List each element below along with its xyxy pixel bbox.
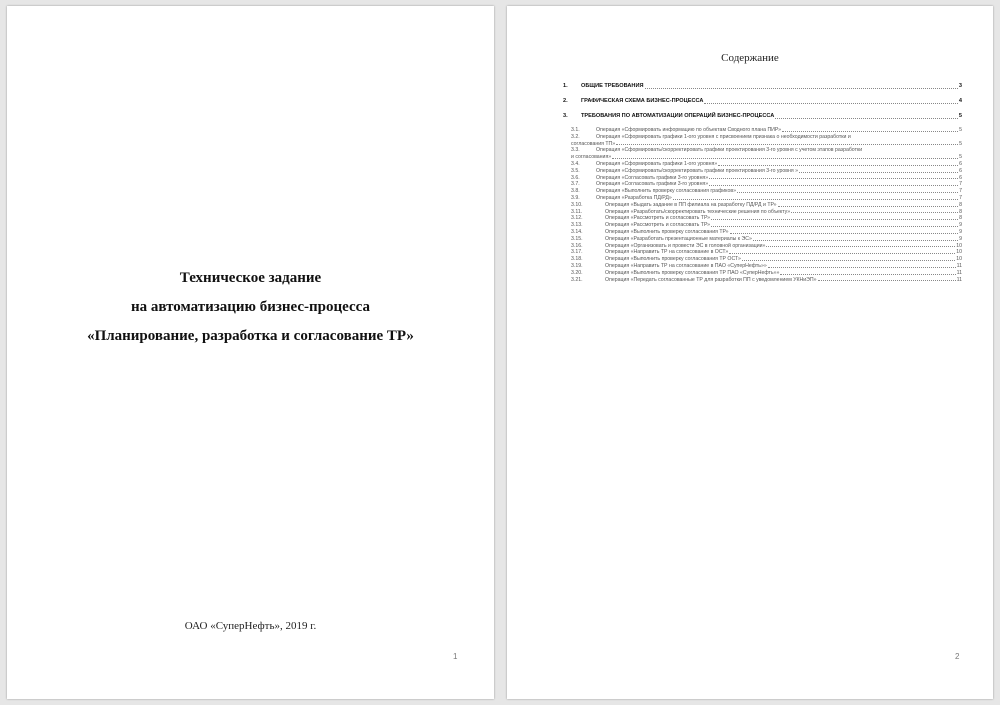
title-line-2: на автоматизацию бизнес-процесса bbox=[130, 299, 371, 315]
toc-entry-title: ГРАФИЧЕСКАЯ СХЕМА БИЗНЕС-ПРОЦЕССА bbox=[581, 98, 704, 104]
toc-subentry-title: Операция «Сформировать графики 1-ого уровня с присвоением признака о необходимости разработки и bbox=[596, 133, 851, 140]
toc-leader-dots bbox=[753, 239, 958, 241]
toc-subentry-title: Операция «Рассмотреть и согласовать ТР» bbox=[605, 222, 711, 229]
toc-entry-page: 4 bbox=[958, 98, 962, 104]
page-number: 1 bbox=[453, 652, 458, 661]
toc-subentry-page: 11 bbox=[956, 262, 962, 269]
toc-subentry-title: Операция «Рассмотреть и согласовать ТР» bbox=[605, 215, 711, 222]
toc-subentry-page: 9 bbox=[959, 228, 962, 235]
toc-subentry-page: 6 bbox=[959, 167, 962, 174]
toc-subentry-number: 3.3. bbox=[571, 147, 580, 154]
toc-subentry-3.20[interactable] bbox=[563, 270, 962, 277]
toc-subentry-title: Операция «Организовать и провести ЭС в головной организации» bbox=[605, 242, 766, 249]
toc-leader-dots bbox=[742, 259, 955, 261]
toc-subentry-3.21[interactable] bbox=[563, 277, 962, 284]
toc-subentry-continuation bbox=[571, 154, 962, 161]
toc-leader-dots bbox=[612, 157, 958, 159]
toc-subentry-page: 8 bbox=[959, 215, 962, 222]
toc-subentry-title: Операция «Разработка ПД/РД» bbox=[596, 194, 672, 201]
toc-subentry-3.6[interactable] bbox=[563, 175, 962, 182]
toc-subentry-3.10[interactable] bbox=[563, 202, 962, 209]
toc-subentry-3.17[interactable] bbox=[563, 249, 962, 256]
toc-subentry-page: 6 bbox=[959, 160, 962, 167]
toc-subentry-title: Операция «Направить ТР на согласование в ОСТ» bbox=[605, 249, 729, 256]
toc-subentry-3.9[interactable] bbox=[563, 195, 962, 202]
toc-subentry-number: 3.10. bbox=[571, 201, 583, 208]
toc-subentry-title: Операция «Выполнить проверку согласования ТР ПАО «СуперНефть»» bbox=[605, 269, 780, 276]
toc-leader-dots bbox=[778, 205, 959, 207]
toc-subentry-title: Операция «Согласовать графики 3-го уровня» bbox=[596, 174, 709, 181]
toc-leader-dots bbox=[818, 279, 956, 281]
toc-entry-page: 3 bbox=[958, 83, 962, 89]
toc-subentry-3.13[interactable] bbox=[563, 222, 962, 229]
toc-subentry-3.7[interactable] bbox=[563, 181, 962, 188]
toc-subentry-3.4[interactable] bbox=[563, 161, 962, 168]
toc-subentry-page: 5 bbox=[959, 140, 962, 147]
toc-subentry-page: 5 bbox=[959, 127, 962, 133]
toc-subentry-3.3[interactable] bbox=[563, 147, 962, 161]
toc-subentry-number: 3.21. bbox=[571, 276, 583, 283]
toc-subentry-3.8[interactable] bbox=[563, 188, 962, 195]
toc-subentry-title-continued: и согласования» bbox=[571, 154, 612, 161]
toc-subentry-title: Операция «Согласовать графики 3-го уровня» bbox=[596, 181, 709, 188]
organization-footer: ОАО «СуперНефть», 2019 г. bbox=[184, 620, 317, 632]
toc-subentry-number: 3.20. bbox=[571, 269, 583, 276]
toc-subentry-title: Операция «Сформировать информацию по объектам Сводного плана ПИР» bbox=[596, 127, 781, 133]
page-2 bbox=[507, 6, 993, 699]
table-of-contents bbox=[563, 82, 962, 283]
toc-entry-number: 3. bbox=[563, 113, 568, 119]
toc-leader-dots bbox=[737, 191, 958, 193]
toc-subentry-line bbox=[571, 147, 962, 154]
toc-subentry-3.14[interactable] bbox=[563, 229, 962, 236]
toc-entry-3[interactable] bbox=[563, 112, 962, 121]
toc-leader-dots bbox=[766, 245, 955, 247]
toc-subentry-title-continued: согласования ТП» bbox=[571, 140, 616, 147]
toc-subentry-page: 7 bbox=[959, 194, 962, 201]
toc-leader-dots bbox=[730, 232, 959, 234]
document-title bbox=[7, 264, 494, 351]
toc-subentry-number: 3.2. bbox=[571, 133, 580, 140]
toc-subentry-3.16[interactable] bbox=[563, 243, 962, 250]
toc-subentry-page: 8 bbox=[959, 208, 962, 215]
toc-subentry-3.2[interactable] bbox=[563, 134, 962, 148]
toc-subentry-title: Операция «Разработать/скорректировать технические решения по объекту» bbox=[605, 208, 791, 215]
toc-subentry-3.12[interactable] bbox=[563, 215, 962, 222]
toc-subentry-3.1[interactable] bbox=[563, 127, 962, 134]
toc-entry-title: ОБЩИЕ ТРЕБОВАНИЯ bbox=[581, 83, 644, 89]
toc-subentry-number: 3.18. bbox=[571, 256, 583, 263]
toc-subentry-3.11[interactable] bbox=[563, 209, 962, 216]
toc-leader-dots bbox=[673, 198, 958, 200]
toc-subentry-3.18[interactable] bbox=[563, 256, 962, 263]
toc-leader-dots bbox=[718, 164, 958, 166]
toc-entry-1[interactable] bbox=[563, 82, 962, 91]
toc-leader-dots bbox=[729, 252, 955, 254]
title-line-3: «Планирование, разработка и согласование ТР» bbox=[87, 328, 414, 344]
toc-subentry-page: 9 bbox=[959, 235, 962, 242]
toc-subentry-number: 3.13. bbox=[571, 222, 583, 229]
toc-leader-dots bbox=[775, 117, 958, 119]
toc-subentry-page: 11 bbox=[956, 269, 962, 276]
toc-subentry-number: 3.1. bbox=[571, 127, 580, 133]
toc-leader-dots bbox=[709, 177, 958, 179]
toc-entry-number: 2. bbox=[563, 98, 568, 104]
toc-subentry-continuation bbox=[571, 141, 962, 148]
toc-subentry-number: 3.14. bbox=[571, 228, 583, 235]
toc-leader-dots bbox=[799, 171, 958, 173]
toc-subentry-number: 3.19. bbox=[571, 262, 583, 269]
toc-subentry-title: Операция «Передать согласованные ТР для разработки ПП с уведомлением УКНиЭП» bbox=[605, 276, 817, 283]
page-1 bbox=[7, 6, 494, 699]
toc-subentry-page: 8 bbox=[959, 201, 962, 208]
toc-subentry-title: Операция «Направить ТР на согласование в ПАО «СуперНефть»» bbox=[605, 262, 767, 269]
toc-subentry-number: 3.16. bbox=[571, 242, 583, 249]
toc-entry-2[interactable] bbox=[563, 97, 962, 106]
toc-leader-dots bbox=[782, 130, 958, 132]
toc-subentry-title: Операция «Выполнить проверку согласования ТР ОСТ» bbox=[605, 256, 741, 263]
toc-subentry-title: Операция «Выполнить проверку согласования графиков» bbox=[596, 188, 737, 195]
toc-subentry-title: Операция «Сформировать графики 1-ого уровня» bbox=[596, 160, 718, 167]
toc-subentry-title: Операция «Выдать задание в ПП филиала на разработку ПД/РД и ТР» bbox=[605, 201, 777, 208]
toc-subentry-number: 3.12. bbox=[571, 215, 583, 222]
toc-subentry-page: 9 bbox=[959, 222, 962, 229]
toc-subentry-page: 10 bbox=[956, 242, 962, 249]
toc-leader-dots bbox=[791, 211, 958, 213]
toc-subentry-3.19[interactable] bbox=[563, 263, 962, 270]
toc-subentry-title: Операция «Сформировать/скорректировать графики проектирования 3-го уровня с учетом этапов разработки bbox=[596, 147, 863, 154]
toc-leader-dots bbox=[709, 184, 958, 186]
toc-subentry-page: 10 bbox=[956, 249, 962, 256]
toc-leader-dots bbox=[768, 266, 956, 268]
toc-subentry-number: 3.7. bbox=[571, 181, 580, 188]
toc-subentry-3.15[interactable] bbox=[563, 236, 962, 243]
toc-subentry-title: Операция «Выполнить проверку согласования ТР» bbox=[605, 228, 729, 235]
toc-leader-dots bbox=[711, 225, 958, 227]
page-number: 2 bbox=[955, 652, 960, 661]
toc-subentry-page: 7 bbox=[959, 188, 962, 195]
toc-subentry-3.5[interactable] bbox=[563, 168, 962, 175]
toc-entry-number: 1. bbox=[563, 83, 568, 89]
toc-subentry-page: 10 bbox=[956, 256, 962, 263]
toc-subentry-page: 7 bbox=[959, 181, 962, 188]
toc-subentry-number: 3.15. bbox=[571, 235, 583, 242]
toc-heading: Содержание bbox=[721, 52, 779, 64]
toc-leader-dots bbox=[645, 87, 958, 89]
title-line-1: Техническое задание bbox=[179, 270, 322, 286]
toc-entry-page: 5 bbox=[958, 113, 962, 119]
toc-subentry-number: 3.11. bbox=[571, 208, 583, 215]
toc-subentry-number: 3.5. bbox=[571, 167, 580, 174]
toc-leader-dots bbox=[780, 273, 955, 275]
toc-subentry-line bbox=[571, 134, 962, 141]
toc-subentry-title: Операция «Разработать презентационные материалы к ЭС» bbox=[605, 235, 752, 242]
toc-subentry-number: 3.4. bbox=[571, 160, 580, 167]
toc-subentry-number: 3.6. bbox=[571, 174, 580, 181]
toc-subentry-page: 5 bbox=[959, 154, 962, 161]
toc-subentry-number: 3.9. bbox=[571, 194, 580, 201]
toc-leader-dots bbox=[711, 218, 958, 220]
toc-subentry-page: 6 bbox=[959, 174, 962, 181]
toc-leader-dots bbox=[704, 102, 957, 104]
toc-subentry-page: 11 bbox=[956, 276, 962, 283]
toc-subentry-title: Операция «Сформировать/скорректировать графики проектирования 3-го уровня » bbox=[596, 167, 798, 174]
toc-entry-title: ТРЕБОВАНИЯ ПО АВТОМАТИЗАЦИИ ОПЕРАЦИЙ БИЗНЕС-ПРОЦЕССА bbox=[581, 113, 775, 119]
toc-leader-dots bbox=[616, 143, 958, 145]
toc-subentry-number: 3.8. bbox=[571, 188, 580, 195]
toc-subentry-number: 3.17. bbox=[571, 249, 583, 256]
